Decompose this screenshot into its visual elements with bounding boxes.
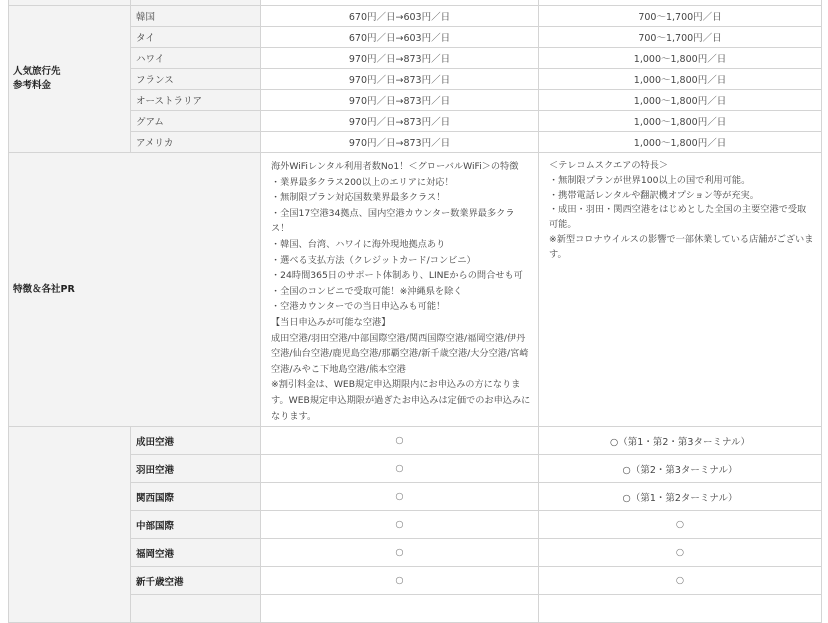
destination-cell: アメリカ (131, 132, 261, 153)
airport-cell: 羽田空港 (131, 455, 261, 483)
airport-cell: 関西国際 (131, 483, 261, 511)
telecom-airport-cell (539, 595, 822, 623)
destination-cell: オーストラリア (131, 90, 261, 111)
global-fee-cell: 970円／日→873円／日 (261, 48, 539, 69)
pr-line: 海外WiFiレンタル利用者数No1！＜グローバルWiFi＞の特徴 (271, 161, 519, 172)
telecom-fee-cell: 700〜1,700円／日 (539, 6, 822, 27)
telecom-fee-cell: 700〜1,700円／日 (539, 27, 822, 48)
global-airport-cell: ○ (261, 427, 539, 455)
pr-line: ・選べる支払方法（クレジットカード/コンビニ） (271, 254, 476, 266)
airport-cell: 中部国際 (131, 511, 261, 539)
table-row (9, 48, 822, 69)
pr-line: ・全国17空港34拠点、国内空港カウンター数業界最多クラス！ (271, 207, 515, 235)
telecom-fee-cell: 1,000〜1,800円／日 (539, 132, 822, 153)
airport-cell: 新千歳空港 (131, 567, 261, 595)
category-fees: 人気旅行先 参考料金 (9, 6, 131, 153)
table-row (9, 539, 822, 567)
pr-line: ・空港カウンターでの当日申込みも可能！ (271, 301, 446, 313)
global-fee-cell: 970円／日→873円／日 (261, 69, 539, 90)
table-row (9, 6, 822, 27)
table-row (9, 111, 822, 132)
global-pr-cell (261, 153, 539, 427)
comparison-table (8, 0, 822, 623)
pr-line: ＜テレコムスクエアの特長＞ (549, 160, 669, 171)
telecom-fee-cell: 1,000〜1,800円／日 (539, 48, 822, 69)
pr-line: ※割引料金は、WEB規定申込期限内にお申込みの方になります。WEB規定申込期限が過ぎたお申込みは定価でのお申込みになります。 (271, 379, 531, 422)
telecom-fee-cell: 1,000〜1,800円／日 (539, 111, 822, 132)
table-row (9, 511, 822, 539)
table-row (9, 595, 822, 623)
table-row (9, 153, 822, 427)
telecom-fee-cell: 1,000〜1,800円／日 (539, 90, 822, 111)
category-features: 特徴＆各社PR (9, 153, 261, 427)
global-fee-cell: 670円／日→603円／日 (261, 27, 539, 48)
table-row (9, 455, 822, 483)
telecom-airport-cell: ○ (539, 539, 822, 567)
pr-line: ・業界最多クラス200以上のエリアに対応！ (271, 176, 454, 188)
pr-line: ・24時間365日のサポート体制あり、LINEからの問合せも可 (271, 270, 523, 282)
table-row (9, 27, 822, 48)
global-fee-cell: 970円／日→873円／日 (261, 111, 539, 132)
telecom-airport-cell: ○（第1・第2ターミナル） (539, 483, 822, 511)
pr-line: ・無制限プランが世界100以上の国で利用可能。 (549, 174, 751, 186)
destination-cell: グアム (131, 111, 261, 132)
comparison-table-container (8, 0, 821, 623)
pr-line: ・韓国、台湾、ハワイに海外現地拠点あり (271, 238, 446, 250)
airport-cell: 成田空港 (131, 427, 261, 455)
table-row (9, 69, 822, 90)
pr-line: ・全国のコンビニで受取可能！※沖縄県を除く (271, 285, 463, 297)
global-fee-cell: 970円／日→873円／日 (261, 90, 539, 111)
pr-line: 【当日申込みが可能な空港】 (271, 316, 391, 328)
global-fee-cell: 670円／日→603円／日 (261, 6, 539, 27)
telecom-airport-cell: ○ (539, 567, 822, 595)
global-airport-cell (261, 595, 539, 623)
destination-cell: 韓国 (131, 6, 261, 27)
pr-line: ・携帯電話レンタルや翻訳機オプション等が充実。 (549, 189, 759, 201)
telecom-airport-cell: ○（第2・第3ターミナル） (539, 455, 822, 483)
pr-line: 成田空港/羽田空港/中部国際空港/関西国際空港/福岡空港/伊丹空港/仙台空港/鹿児島空港/那覇空港/新千歳空港/大分空港/宮崎空港/みやこ下地島空港/熊本空港 (271, 332, 529, 375)
table-row (9, 483, 822, 511)
telecom-airport-cell: ○ (539, 511, 822, 539)
global-airport-cell: ○ (261, 539, 539, 567)
destination-cell: ハワイ (131, 48, 261, 69)
pr-line: ・無制限プラン対応国数業界最多クラス！ (271, 192, 446, 204)
telecom-airport-cell: ○（第1・第2・第3ターミナル） (539, 427, 822, 455)
category-airports (9, 427, 131, 623)
table-row (9, 132, 822, 153)
airport-cell (131, 595, 261, 623)
global-fee-cell: 970円／日→873円／日 (261, 132, 539, 153)
destination-cell: タイ (131, 27, 261, 48)
pr-line: ※新型コロナウイルスの影響で一部休業している店舗がございます。 (549, 233, 814, 260)
telecom-fee-cell: 1,000〜1,800円／日 (539, 69, 822, 90)
global-airport-cell: ○ (261, 567, 539, 595)
table-row (9, 567, 822, 595)
destination-cell: フランス (131, 69, 261, 90)
table-row (9, 427, 822, 455)
pr-line: ・成田・羽田・関西空港をはじめとした全国の主要空港で受取可能。 (549, 204, 807, 231)
global-airport-cell: ○ (261, 455, 539, 483)
telecom-pr-cell (539, 153, 822, 427)
global-airport-cell: ○ (261, 511, 539, 539)
airport-cell: 福岡空港 (131, 539, 261, 567)
global-airport-cell: ○ (261, 483, 539, 511)
table-row (9, 90, 822, 111)
